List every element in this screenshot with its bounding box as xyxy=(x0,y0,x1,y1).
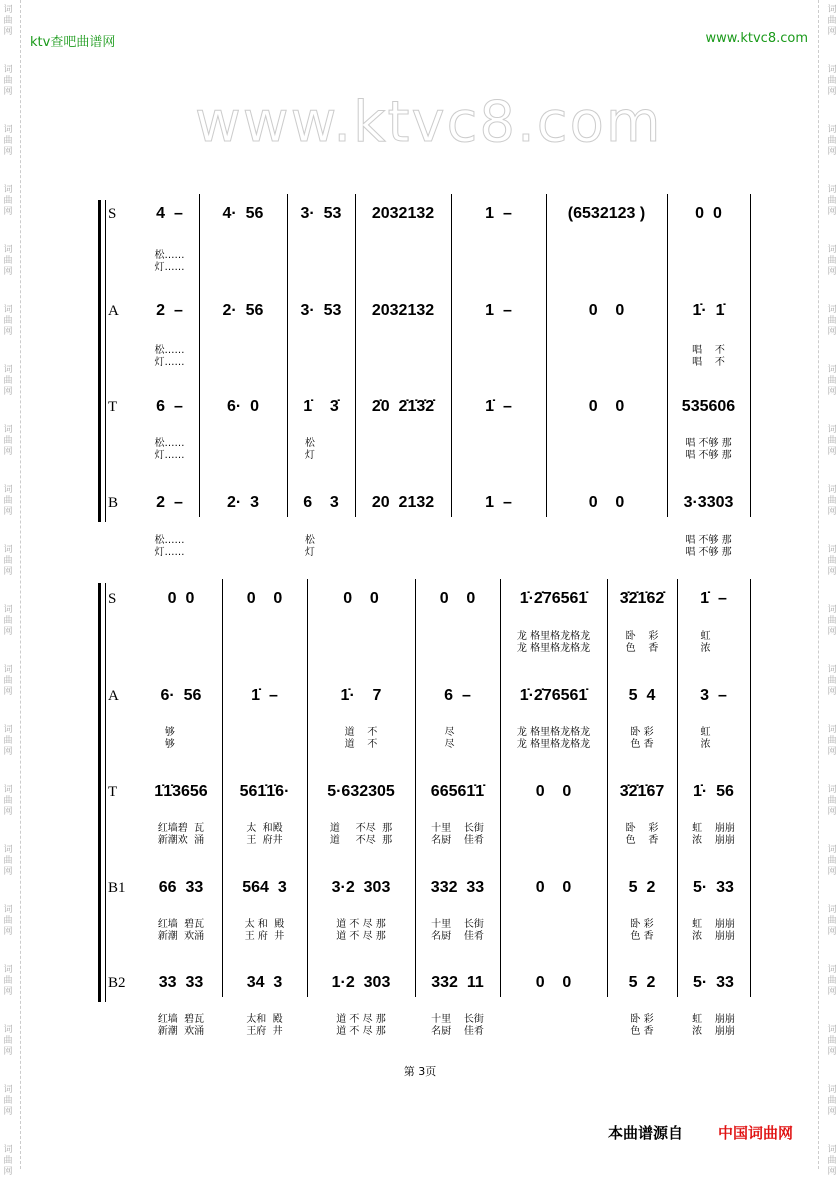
right-side-watermark: 词曲网 xyxy=(827,305,837,337)
measure-notes: 3 – xyxy=(700,687,727,704)
barline xyxy=(750,194,751,291)
barline xyxy=(750,868,751,963)
lyric-line: 红墙碧 瓦 xyxy=(157,823,205,834)
voice-label-a: A xyxy=(108,688,119,704)
measure-notes: 0 0 xyxy=(246,590,283,607)
barline xyxy=(750,579,751,676)
measure-notes: 1 – xyxy=(485,205,512,222)
barline xyxy=(750,483,751,517)
lyric-line: 色 香 xyxy=(630,1026,654,1037)
lyric-line: 太和 殿 xyxy=(246,1014,283,1025)
lyric-line: 道 不 尽 那 xyxy=(336,919,386,930)
watermark: www.ktvc8.com xyxy=(195,90,663,155)
lyric-line: 卧 彩 xyxy=(625,631,659,642)
lyric-line: 虹 崩崩 xyxy=(692,823,735,834)
measure-notes: 6 3 xyxy=(303,494,339,511)
right-side-watermark: 词曲网 xyxy=(827,785,837,817)
right-side-watermark: 词曲网 xyxy=(827,1085,837,1117)
lyric-line: 卧 彩 xyxy=(630,919,654,930)
right-side-watermark: 词曲网 xyxy=(827,845,837,877)
left-side-watermark: 词曲网 xyxy=(3,365,13,397)
lyric-line: 道 不尽 那 xyxy=(329,835,393,846)
measure-notes: 5· 33 xyxy=(693,879,734,896)
measure-notes: 0 0 xyxy=(535,974,572,991)
lyric-line: 太 和殿 xyxy=(246,823,283,834)
measure-notes: 4· 56 xyxy=(222,205,264,222)
lyric-line: 龙 格里格龙格龙 xyxy=(516,643,591,654)
right-side-watermark: 词曲网 xyxy=(827,605,837,637)
header-site-url: www.ktvc8.com xyxy=(705,31,808,46)
measure-notes: 6· 0 xyxy=(226,398,259,415)
measure-notes: 2̇0 2̇1̇3̇2̇ xyxy=(371,398,435,415)
barline xyxy=(750,291,751,387)
measure-notes: 5 4 xyxy=(628,687,656,704)
lyric-line: 十里 长街 xyxy=(431,823,484,834)
lyric-line: 十里 长街 xyxy=(431,1014,484,1025)
right-side-watermark: 词曲网 xyxy=(827,125,837,157)
left-side-watermark: 词曲网 xyxy=(3,905,13,937)
left-side-watermark: 词曲网 xyxy=(3,1085,13,1117)
system-barline xyxy=(105,200,106,522)
barline xyxy=(750,963,751,997)
lyric-line: 松…… xyxy=(154,438,185,449)
lyric-line: 色 香 xyxy=(625,643,659,654)
measure-notes: 0 0 xyxy=(535,783,572,800)
lyric-line: 龙 格里格龙格龙 xyxy=(516,631,591,642)
voice-label-b1: B1 xyxy=(108,880,126,896)
measure-notes: 332 11 xyxy=(431,974,484,991)
measure-notes: 3̇2̇1̇67 xyxy=(619,783,665,800)
measure-notes: 0 0 xyxy=(535,879,572,896)
measure-notes: 5 2 xyxy=(628,974,656,991)
right-side-watermark: 词曲网 xyxy=(827,485,837,517)
measure-notes: 6· 56 xyxy=(160,687,202,704)
measure-notes: 3·2 303 xyxy=(331,879,391,896)
measure-notes: 1̇·2̇76561̇ xyxy=(519,590,588,607)
measure-notes: 2· 56 xyxy=(222,302,264,319)
measure-notes: 3̇2̇1̇62̇ xyxy=(619,590,665,607)
measure-notes: 1 – xyxy=(485,302,512,319)
measure-notes: 1 – xyxy=(485,494,512,511)
lyric-line: 浓 崩崩 xyxy=(692,931,735,942)
measure-notes: (6532123 ) xyxy=(567,205,646,222)
system-bracket xyxy=(98,583,101,1002)
lyric-line: 浓 崩崩 xyxy=(692,1026,735,1037)
lyric-line: 灯 xyxy=(304,450,338,461)
lyric-line: 唱 不 xyxy=(692,345,725,356)
left-side-watermark: 词曲网 xyxy=(3,65,13,97)
header-site-name: ktv查吧曲谱网 xyxy=(30,35,116,50)
measure-notes: 561̇1̇6· xyxy=(239,783,290,800)
lyric-line: 红墙 碧瓦 xyxy=(157,919,205,930)
lyric-line: 松…… xyxy=(154,345,185,356)
lyric-line: 新潮 欢涌 xyxy=(157,931,205,942)
measure-notes: 2032132 xyxy=(371,205,435,222)
measure-notes: 1̇· 1̇ xyxy=(692,302,725,319)
measure-notes: 3·3303 xyxy=(683,494,734,511)
left-side-watermark: 词曲网 xyxy=(3,725,13,757)
right-side-watermark: 词曲网 xyxy=(827,545,837,577)
measure-notes: 1̇1̇3656 xyxy=(154,783,208,800)
measure-notes: 2032132 xyxy=(371,302,435,319)
lyric-line: 灯…… xyxy=(154,450,185,461)
lyric-line: 王 府井 xyxy=(246,835,283,846)
lyric-line: 龙 格里格龙格龙 xyxy=(516,739,591,750)
measure-notes: 5·632305 xyxy=(327,783,395,800)
left-side-watermark: 词曲网 xyxy=(3,5,13,37)
lyric-line: 道 不 xyxy=(344,727,378,738)
lyric-line: 唱 不够 那 xyxy=(685,535,732,546)
measure-notes: 1̇· 56 xyxy=(693,783,734,800)
lyric-line: 龙 格里格龙格龙 xyxy=(516,727,591,738)
right-side-watermark: 词曲网 xyxy=(827,965,837,997)
measure-notes: 5· 33 xyxy=(693,974,734,991)
measure-notes: 1̇·2̇76561̇ xyxy=(519,687,588,704)
right-side-watermark: 词曲网 xyxy=(827,365,837,397)
left-side-watermark: 词曲网 xyxy=(3,305,13,337)
page-number: 第 3页 xyxy=(403,1065,437,1078)
measure-notes: 6 – xyxy=(156,398,183,415)
lyric-line: 灯 xyxy=(304,547,338,558)
measure-notes: 33 33 xyxy=(158,974,204,991)
lyric-line: 色 香 xyxy=(625,835,659,846)
measure-notes: 20 2132 xyxy=(371,494,435,511)
measure-notes: 1̇ – xyxy=(700,590,727,607)
right-side-watermark: 词曲网 xyxy=(827,5,837,37)
lyric-line: 道 不 尽 那 xyxy=(336,1026,386,1037)
measure-notes: 0 0 xyxy=(439,590,476,607)
right-side-watermark: 词曲网 xyxy=(827,905,837,937)
measure-notes: 66 33 xyxy=(158,879,204,896)
measure-notes: 2 – xyxy=(156,302,183,319)
left-side-watermark: 词曲网 xyxy=(3,245,13,277)
lyric-line: 道 不尽 那 xyxy=(329,823,393,834)
lyric-line: 浓 xyxy=(700,739,727,750)
measure-notes: 4 – xyxy=(156,205,183,222)
measure-notes: 1·2 303 xyxy=(331,974,391,991)
lyric-line: 名厨 佳肴 xyxy=(431,931,484,942)
lyric-line: 唱 不够 那 xyxy=(685,450,732,461)
lyric-line: 唱 不够 那 xyxy=(685,547,732,558)
left-side-watermark: 词曲网 xyxy=(3,1025,13,1057)
right-side-watermark: 词曲网 xyxy=(827,185,837,217)
right-side-watermark: 词曲网 xyxy=(827,425,837,457)
lyric-line: 唱 不 xyxy=(692,357,725,368)
measure-notes: 1̇ 3̇ xyxy=(303,398,339,415)
lyric-line: 名厨 佳肴 xyxy=(431,1026,484,1037)
lyric-line: 卧 彩 xyxy=(630,1014,654,1025)
right-side-watermark: 词曲网 xyxy=(827,725,837,757)
lyric-line: 浓 xyxy=(700,643,727,654)
lyric-line: 灯…… xyxy=(154,357,185,368)
lyric-line: 灯…… xyxy=(154,547,185,558)
lyric-line: 尽 xyxy=(444,739,471,750)
lyric-line: 松 xyxy=(304,438,338,449)
left-side-watermark: 词曲网 xyxy=(3,485,13,517)
right-edge-divider xyxy=(818,0,819,1169)
measure-notes: 3· 53 xyxy=(300,205,342,222)
lyric-line: 松 xyxy=(304,535,338,546)
left-side-watermark: 词曲网 xyxy=(3,185,13,217)
source-site: 中国词曲网 xyxy=(718,1124,794,1142)
lyric-line: 新潮欢 涌 xyxy=(157,835,205,846)
left-side-watermark: 词曲网 xyxy=(3,1145,13,1177)
lyric-line: 卧 彩 xyxy=(630,727,654,738)
left-side-watermark: 词曲网 xyxy=(3,665,13,697)
measure-notes: 332 33 xyxy=(430,879,485,896)
lyric-line: 浓 崩崩 xyxy=(692,835,735,846)
lyric-line: 唱 不够 那 xyxy=(685,438,732,449)
voice-label-a: A xyxy=(108,303,119,319)
lyric-line: 名厨 佳肴 xyxy=(431,835,484,846)
lyric-line: 松…… xyxy=(154,535,185,546)
measure-notes: 1̇ – xyxy=(251,687,278,704)
lyric-line: 够 xyxy=(164,739,198,750)
measure-notes: 5 2 xyxy=(628,879,656,896)
measure-notes: 2· 3 xyxy=(226,494,259,511)
system-barline xyxy=(105,583,106,1002)
right-side-watermark: 词曲网 xyxy=(827,245,837,277)
measure-notes: 0 0 xyxy=(167,590,195,607)
right-side-watermark: 词曲网 xyxy=(827,65,837,97)
lyric-line: 虹 xyxy=(700,631,727,642)
measure-notes: 34 3 xyxy=(246,974,283,991)
voice-label-t: T xyxy=(108,784,118,800)
lyric-line: 道 不 xyxy=(344,739,378,750)
lyric-line: 新潮 欢涌 xyxy=(157,1026,205,1037)
left-side-watermark: 词曲网 xyxy=(3,785,13,817)
measure-notes: 564 3 xyxy=(242,879,287,896)
left-side-watermark: 词曲网 xyxy=(3,545,13,577)
voice-label-b2: B2 xyxy=(108,975,126,991)
lyric-line: 灯…… xyxy=(154,262,185,273)
measure-notes: 66561̇1̇ xyxy=(430,783,485,800)
lyric-line: 王 府 井 xyxy=(244,931,285,942)
left-edge-divider xyxy=(20,0,21,1169)
system-bracket xyxy=(98,200,101,522)
lyric-line: 红墙 碧瓦 xyxy=(157,1014,205,1025)
lyric-line: 太 和 殿 xyxy=(244,919,285,930)
measure-notes: 3· 53 xyxy=(300,302,342,319)
barline xyxy=(750,387,751,483)
lyric-line: 卧 彩 xyxy=(625,823,659,834)
measure-notes: 2 – xyxy=(156,494,183,511)
lyric-line: 色 香 xyxy=(630,739,654,750)
left-side-watermark: 词曲网 xyxy=(3,845,13,877)
measure-notes: 0 0 xyxy=(695,205,722,222)
measure-notes: 0 0 xyxy=(588,302,625,319)
lyric-line: 松…… xyxy=(154,250,185,261)
measure-notes: 0 0 xyxy=(588,398,625,415)
left-side-watermark: 词曲网 xyxy=(3,605,13,637)
source-label: 本曲谱源自 xyxy=(608,1124,684,1142)
voice-label-s: S xyxy=(108,591,117,607)
voice-label-s: S xyxy=(108,206,117,222)
lyric-line: 道 不 尽 那 xyxy=(336,1014,386,1025)
lyric-line: 虹 xyxy=(700,727,727,738)
measure-notes: 0 0 xyxy=(588,494,625,511)
left-side-watermark: 词曲网 xyxy=(3,965,13,997)
voice-label-b: B xyxy=(108,495,119,511)
lyric-line: 够 xyxy=(164,727,198,738)
measure-notes: 1̇· 7 xyxy=(340,687,382,704)
lyric-line: 王府 井 xyxy=(246,1026,283,1037)
lyric-line: 虹 崩崩 xyxy=(692,1014,735,1025)
right-side-watermark: 词曲网 xyxy=(827,1025,837,1057)
voice-label-t: T xyxy=(108,399,118,415)
lyric-line: 十里 长街 xyxy=(431,919,484,930)
measure-notes: 6 – xyxy=(444,687,471,704)
lyric-line: 道 不 尽 那 xyxy=(336,931,386,942)
barline xyxy=(750,772,751,868)
lyric-line: 色 香 xyxy=(630,931,654,942)
lyric-line: 虹 崩崩 xyxy=(692,919,735,930)
measure-notes: 535606 xyxy=(681,398,736,415)
measure-notes: 1̇ – xyxy=(485,398,512,415)
lyric-line: 尽 xyxy=(444,727,471,738)
left-side-watermark: 词曲网 xyxy=(3,125,13,157)
measure-notes: 0 0 xyxy=(343,590,379,607)
barline xyxy=(750,676,751,772)
left-side-watermark: 词曲网 xyxy=(3,425,13,457)
right-side-watermark: 词曲网 xyxy=(827,665,837,697)
right-side-watermark: 词曲网 xyxy=(827,1145,837,1177)
